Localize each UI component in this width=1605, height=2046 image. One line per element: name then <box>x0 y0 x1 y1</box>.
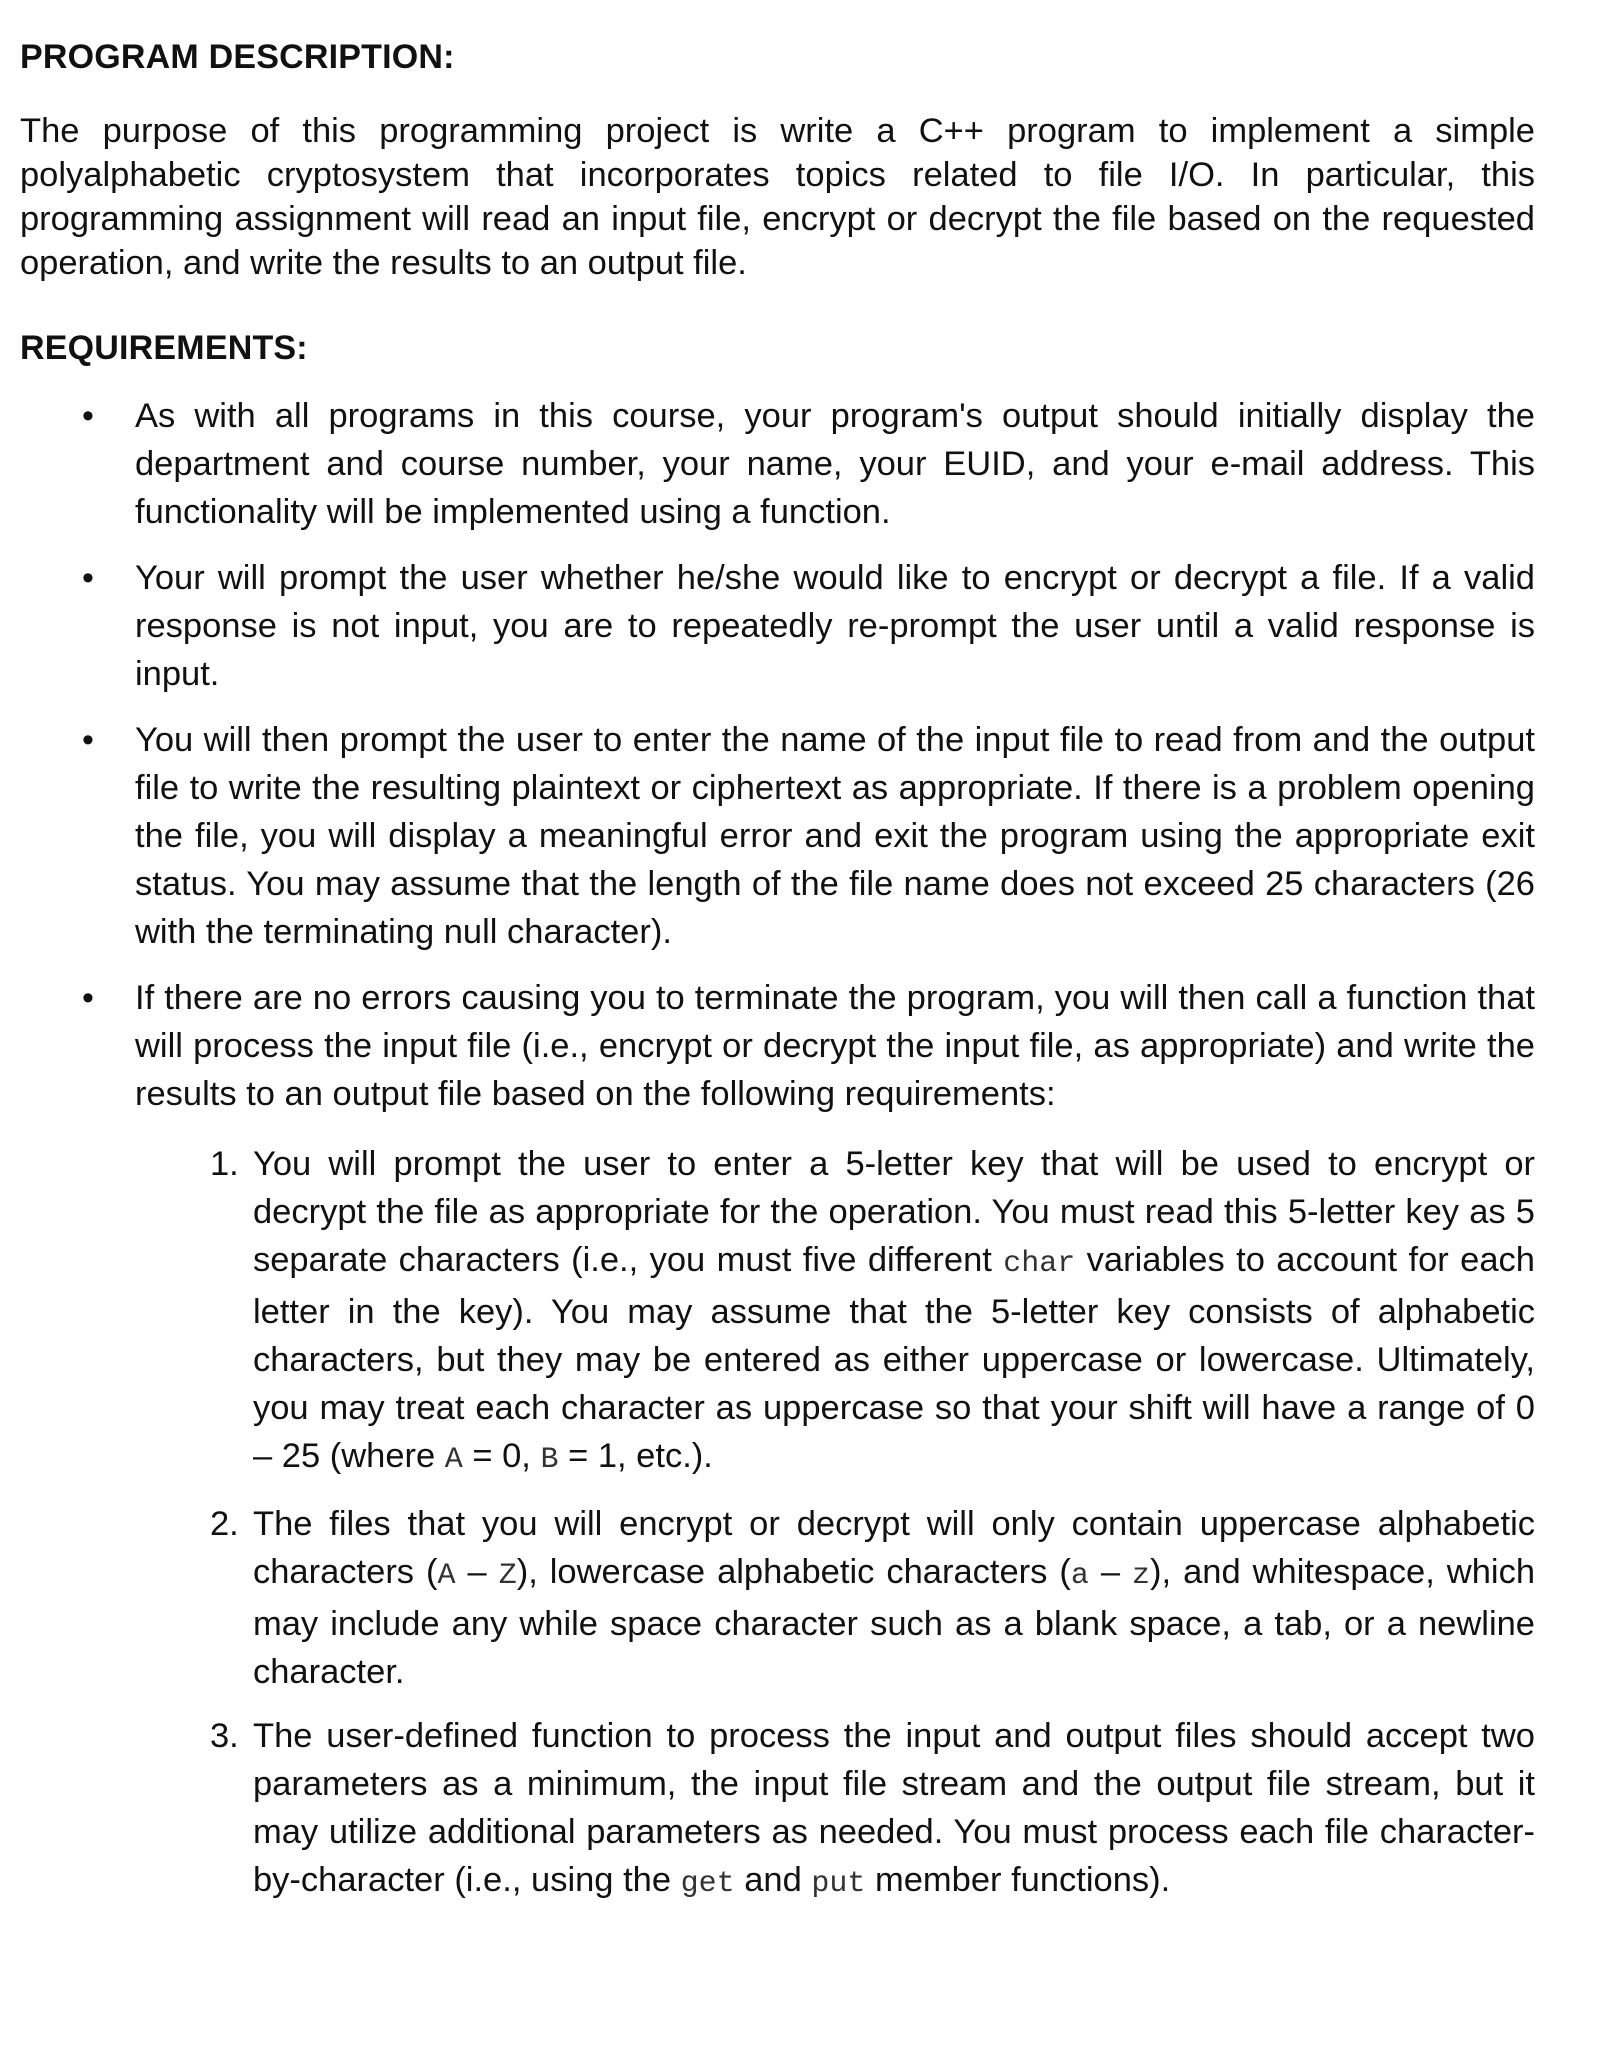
text-run: – <box>1088 1553 1133 1591</box>
requirement-item <box>20 716 1535 956</box>
program-description-heading: PROGRAM DESCRIPTION: <box>20 38 455 76</box>
text-run: ), and whitespace, which may include any while space character such as a blank space, a tab, or a newline character. <box>253 1553 1536 1691</box>
inline-code: A <box>444 1443 463 1477</box>
requirement-item <box>20 974 1535 1908</box>
sub-requirement-item <box>135 1500 1535 1696</box>
inline-code: B <box>540 1443 559 1477</box>
program-description-text: The purpose of this programming project is write a C++ program to implement a simple polyalphabetic cryptosystem that incorporates topics related to file I/O. In particular, this programming assignment will read an input file, encrypt or decrypt the file based on the requested operation, and write the results to an output file. <box>20 112 1535 282</box>
requirement-text: Your will prompt the user whether he/she would like to encrypt or decrypt a file. If a valid response is not input, you are to repeatedly re-prompt the user until a valid response is input. <box>135 559 1535 693</box>
inline-code: a <box>1070 1559 1089 1593</box>
sub-requirement-text <box>253 1505 1535 1691</box>
inline-code: get <box>680 1867 735 1901</box>
text-run: – <box>455 1553 499 1591</box>
inline-code: char <box>1003 1247 1076 1281</box>
bullet-icon: • <box>82 559 94 597</box>
requirement-item <box>20 392 1535 536</box>
text-run: The files that you will encrypt or decrypt will only contain uppercase alphabetic characters ( <box>253 1505 1535 1591</box>
sub-requirement-item <box>135 1140 1535 1484</box>
text-run: = 0, <box>462 1437 541 1475</box>
bullet-icon: • <box>82 979 94 1017</box>
requirement-item <box>20 554 1535 698</box>
text-run: member functions). <box>865 1861 1171 1899</box>
requirement-text: As with all programs in this course, your program's output should initially display the department and course number, your name, your EUID, and your e-mail address. This functionality will be implemented using a function. <box>135 397 1535 531</box>
requirements-list <box>20 392 1535 1908</box>
sub-requirements-list <box>135 1140 1535 1908</box>
text-run: and <box>734 1861 812 1899</box>
item-number: 2. <box>210 1505 239 1543</box>
sub-requirement-item <box>135 1712 1535 1908</box>
text-run: = 1, etc.). <box>558 1437 713 1475</box>
bullet-icon: • <box>82 397 94 435</box>
text-run: You will prompt the user to enter a 5-letter key that will be used to encrypt or decrypt the file as appropriate for the operation. You must read this 5-letter key as 5 separate characters (i.e., you must five different <box>253 1145 1535 1279</box>
requirement-text: If there are no errors causing you to terminate the program, you will then call a function that will process the input file (i.e., encrypt or decrypt the input file, as appropriate) and write the results to an output file based on the following requirements: <box>135 979 1535 1113</box>
inline-code: put <box>811 1867 866 1901</box>
text-run: ), lowercase alphabetic characters ( <box>516 1553 1071 1591</box>
inline-code: z <box>1132 1559 1151 1593</box>
inline-code: Z <box>498 1559 517 1593</box>
text-run: variables to account for each letter in the key). You may assume that the 5-letter key consists of alphabetic characters, but they may be entered as either uppercase or lowercase. Ultimately, you may treat each character as uppercase so that your shift will have a range of 0 – 25 (where <box>253 1241 1535 1475</box>
bullet-icon: • <box>82 721 94 759</box>
requirement-text: You will then prompt the user to enter the name of the input file to read from and the output file to write the resulting plaintext or ciphertext as appropriate. If there is a problem opening the file, you will display a meaningful error and exit the program using the appropriate exit status. You may assume that the length of the file name does not exceed 25 characters (26 with the terminating null character). <box>135 721 1535 951</box>
sub-requirement-text <box>253 1145 1535 1475</box>
requirements-heading: REQUIREMENTS: <box>20 329 308 367</box>
inline-code: A <box>437 1559 456 1593</box>
text-run: The user-defined function to process the input and output files should accept two parameters as a minimum, the input file stream and the output file stream, but it may utilize additional parameters as needed. You must process each file character-by-character (i.e., using the <box>253 1717 1535 1899</box>
item-number: 3. <box>210 1717 239 1755</box>
item-number: 1. <box>210 1145 239 1183</box>
sub-requirement-text <box>253 1717 1535 1899</box>
